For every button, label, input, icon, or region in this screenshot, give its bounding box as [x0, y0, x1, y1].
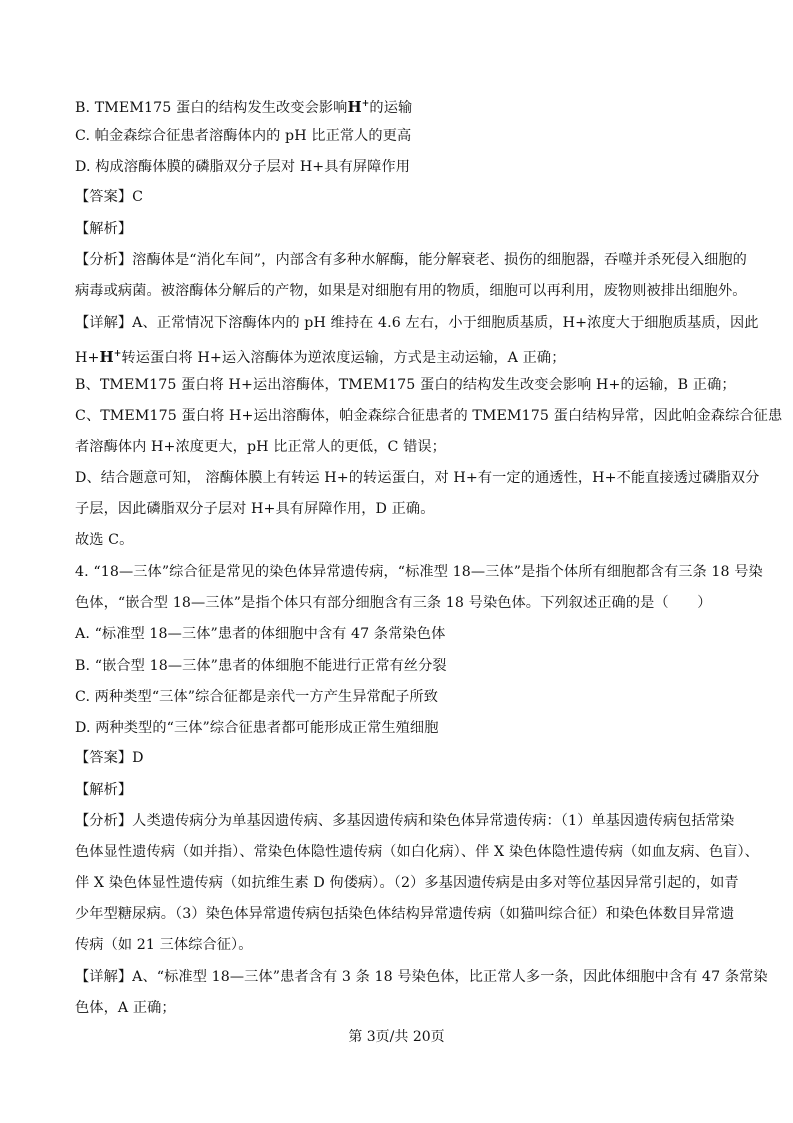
h-plus-formula: H+	[347, 98, 370, 116]
detail-line-3: B、TMEM175 蛋白将 H+运出溶酶体，TMEM175 蛋白的结构发生改变会影响 H+的运输，B 正确；	[75, 377, 736, 393]
q4-analysis-line-4: 少年型糖尿病。（3）染色体异常遗传病包括染色体结构异常遗传病（如猫叫综合征）和染色体数目异常遗	[75, 906, 735, 922]
answer-line: 【答案】C	[75, 189, 144, 205]
q4-detail-line-1: 【详解】A、“标准型 18—三体”患者含有 3 条 18 号染色体，比正常人多一条，因此体细胞中含有 47 条常染	[75, 969, 768, 985]
option-b-text-end: 的运输	[369, 100, 413, 116]
analysis-line-2: 病毒或病菌。被溶酶体分解后的产物，如果是对细胞有用的物质，细胞可以再利用，废物则被排出细胞外。	[75, 283, 747, 299]
option-b-text: B. TMEM175 蛋白的结构发生改变会影响	[75, 100, 348, 116]
question-4-line-2: 色体，“嵌合型 18—三体”是指个体只有部分细胞含有三条 18 号染色体。下列叙述正确的是（ ）	[75, 595, 712, 611]
option-d-line: D. 构成溶酶体膜的磷脂双分子层对 H+具有屏障作用	[75, 159, 411, 175]
h-plus-formula: H+	[99, 348, 122, 366]
q4-option-b: B. “嵌合型 18—三体”患者的体细胞不能进行正常有丝分裂	[75, 658, 447, 674]
option-c-line: C. 帕金森综合征患者溶酶体内的 pH 比正常人的更高	[75, 128, 412, 144]
q4-detail-line-2: 色体，A 正确；	[75, 1000, 176, 1016]
detail-line-2: H+H+转运蛋白将 H+运入溶酶体为逆浓度运输，方式是主动运输，A 正确；	[75, 348, 566, 366]
analysis-line-1: 【分析】溶酶体是“消化车间”，内部含有多种水解酶，能分解衰老、损伤的细胞器，吞噬并杀死侵入细胞的	[75, 252, 747, 268]
detail-line-6: D、结合题意可知， 溶酶体膜上有转运 H+的转运蛋白，对 H+有一定的通透性，H+不能直接透过磷脂双分	[75, 470, 760, 486]
question-4-line-1: 4. “18—三体”综合征是常见的染色体异常遗传病，“标准型 18—三体”是指个体所有细胞都含有三条 18 号染	[75, 564, 763, 580]
q4-option-d: D. 两种类型的“三体”综合征患者都可能形成正常生殖细胞	[75, 720, 439, 736]
q4-analysis-line-5: 传病（如 21 三体综合征）。	[75, 937, 253, 953]
analysis-heading: 【解析】	[75, 221, 133, 237]
choose-line: 故选 C。	[75, 532, 134, 548]
q4-analysis-line-3: 伴 X 染色体显性遗传病（如抗维生素 D 佝偻病）。（2）多基因遗传病是由多对等位基因异常引起的，如青	[75, 875, 739, 891]
q4-analysis-heading: 【解析】	[75, 782, 133, 798]
q4-analysis-line-1: 【分析】人类遗传病分为单基因遗传病、多基因遗传病和染色体异常遗传病：（1）单基因遗传病包括常染	[75, 813, 735, 829]
detail-line-7: 子层，因此磷脂双分子层对 H+具有屏障作用，D 正确。	[75, 501, 435, 517]
q4-answer-line: 【答案】D	[75, 750, 144, 766]
detail-line-5: 者溶酶体内 H+浓度更大，pH 比正常人的更低，C 错误；	[75, 439, 446, 455]
q4-option-a: A. “标准型 18—三体”患者的体细胞中含有 47 条常染色体	[75, 626, 446, 642]
page-footer: 第 3页/共 20页	[348, 1029, 445, 1045]
q4-option-c: C. 两种类型“三体”综合征都是亲代一方产生异常配子所致	[75, 689, 438, 705]
detail-line-1: 【详解】A、正常情况下溶酶体内的 pH 维持在 4.6 左右，小于细胞质基质，H+浓度大于细胞质基质，因此	[75, 315, 759, 331]
q4-analysis-line-2: 色体显性遗传病（如并指）、常染色体隐性遗传病（如白化病）、伴 X 染色体隐性遗传病（如血友病、色盲）、	[75, 844, 759, 860]
detail-line-4: C、TMEM175 蛋白将 H+运出溶酶体，帕金森综合征患者的 TMEM175 蛋白结构异常，因此帕金森综合征患	[75, 408, 783, 424]
option-b-line	[75, 94, 412, 118]
